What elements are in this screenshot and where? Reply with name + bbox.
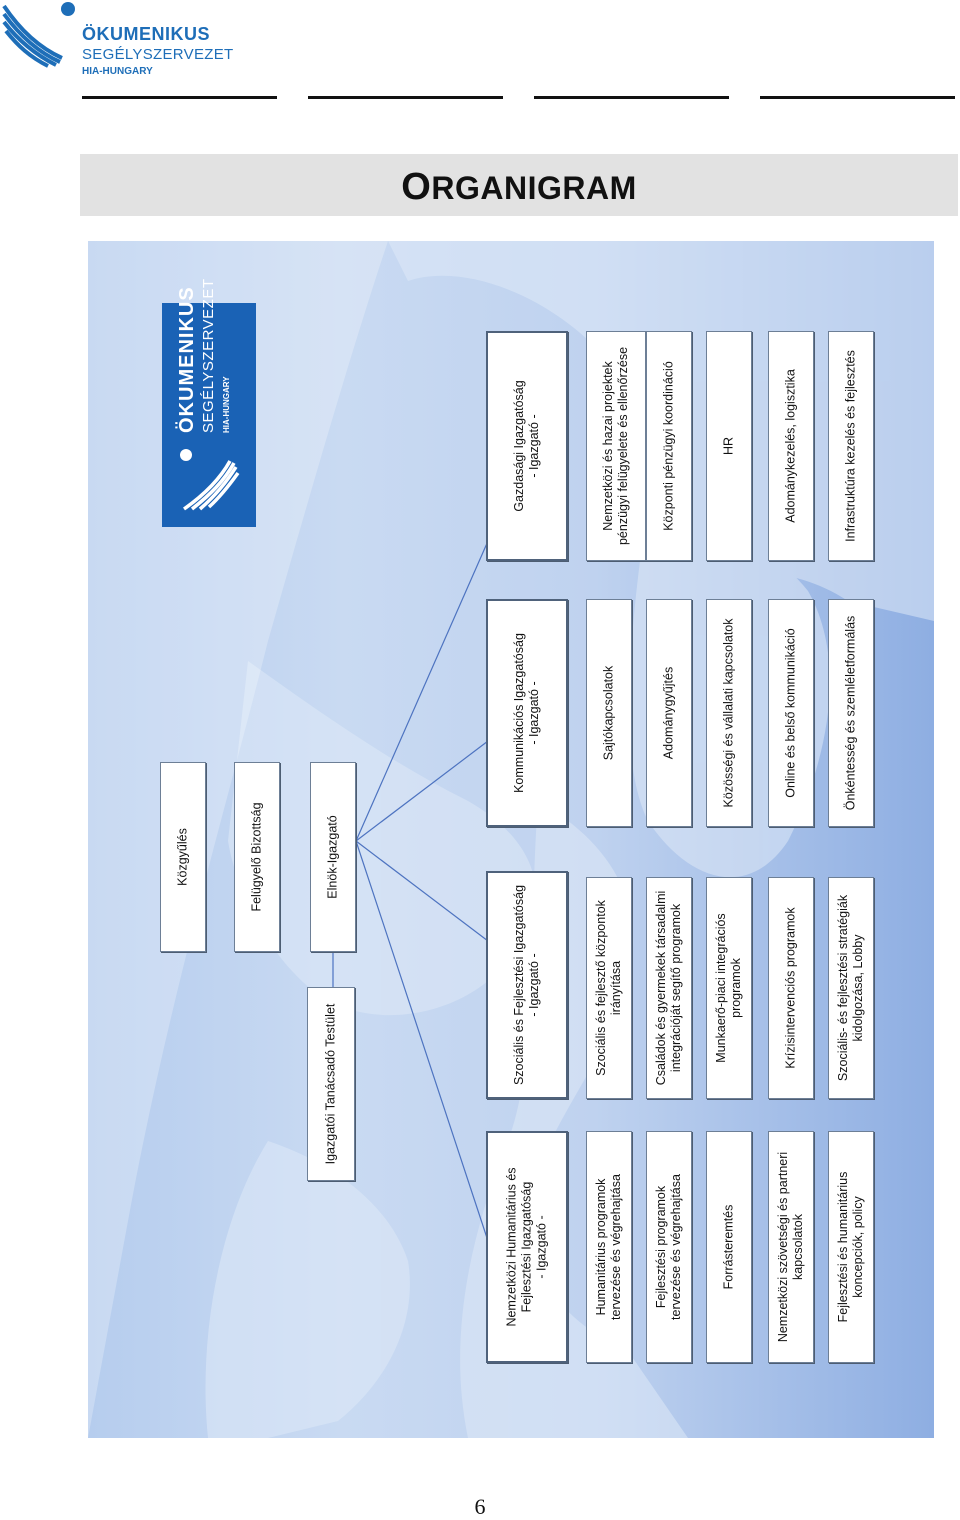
tanacsado-testulet-box	[307, 987, 355, 1181]
szocialis-item-5: Szociális- és fejlesztési stratégiák kidolgozása, Lobby	[828, 877, 874, 1099]
kommunikacios-item-3: Közösségi és vállalati kapcsolatok	[706, 599, 752, 827]
tanacsado-testulet-label: Igazgatói Tanácsadó Testület	[323, 1003, 338, 1165]
szocialis-igazgatosag-box: Szociális és Fejlesztési Igazgatóság - Igazgató -	[486, 871, 568, 1099]
chart-logo-waves-icon	[178, 445, 240, 511]
szocialis-item-3: Munkaerő-piaci integrációs programok	[706, 877, 752, 1099]
gazdasagi-item-3: HR	[706, 331, 752, 561]
logo-waves-icon	[0, 0, 80, 70]
logo-line2: SEGÉLYSZERVEZET	[82, 46, 234, 63]
nemzetkozi-item-1: Humanitárius programok tervezése és végrehajtása	[586, 1131, 632, 1363]
nemzetkozi-item-3: Forrásteremtés	[706, 1131, 752, 1363]
header-rule-3	[534, 96, 729, 99]
kommunikacios-item-5: Önkéntesség és szemléletformálás	[828, 599, 874, 827]
header-rule-2	[308, 96, 503, 99]
felugyelo-bizottsag-box	[234, 762, 280, 952]
kozgyules-label: Közgyűlés	[175, 828, 190, 886]
logo-line3: HIA-HUNGARY	[82, 66, 153, 77]
kommunikacios-item-4: Online és belső kommunikáció	[768, 599, 814, 827]
elnok-igazgato-box	[310, 762, 356, 952]
kozgyules-box	[160, 762, 206, 952]
szocialis-item-1: Szociális és fejlesztő központok irányítása	[586, 877, 632, 1099]
szocialis-item-4: Krízisintervenciós programok	[768, 877, 814, 1099]
kommunikacios-item-1: Sajtókapcsolatok	[586, 599, 632, 827]
page-number: 6	[474, 1494, 486, 1519]
szocialis-item-2: Családok és gyermekek társadalmi integrációját segítő programok	[646, 877, 692, 1099]
gazdasagi-item-5: Infrastruktúra kezelés és fejlesztés	[828, 331, 874, 561]
gazdasagi-item-2: Központi pénzügyi koordináció	[646, 331, 692, 561]
header-logo	[0, 0, 260, 90]
felugyelo-bizottsag-label: Felügyelő Bizottság	[249, 802, 264, 912]
header-rule-4	[760, 96, 955, 99]
page-title: ORGANIGRAM	[401, 166, 637, 208]
gazdasagi-item-4: Adománykezelés, logisztika	[768, 331, 814, 561]
kommunikacios-item-2: Adománygyűjtés	[646, 599, 692, 827]
chart-logo-line2: SEGÉLYSZERVEZET	[200, 278, 217, 433]
kommunikacios-igazgatosag-box: Kommunikációs Igazgatóság - Igazgató -	[486, 599, 568, 827]
nemzetkozi-item-5: Fejlesztési és humanitárius koncepciók, policy	[828, 1131, 874, 1363]
chart-logo-line1: ÖKUMENIKUS	[176, 286, 198, 433]
nemzetkozi-item-2: Fejlesztési programok tervezése és végrehajtása	[646, 1131, 692, 1363]
nemzetkozi-igazgatosag-box: Nemzetközi Humanitárius és Fejlesztési Igazgatóság - Igazgató -	[486, 1131, 568, 1363]
org-chart	[88, 241, 934, 1438]
elnok-igazgato-label: Elnök-Igazgató	[325, 815, 340, 899]
chart-logo-line3: HIA-HUNGARY	[222, 376, 231, 433]
gazdasagi-igazgatosag-box: Gazdasági Igazgatóság - Igazgató -	[486, 331, 568, 561]
gazdasagi-item-1: Nemzetközi és hazai projektek pénzügyi felügyelete és ellenőrzése	[586, 331, 646, 561]
header-rule-1	[82, 96, 277, 99]
title-bar	[80, 154, 958, 216]
nemzetkozi-item-4: Nemzetközi szövetségi és partneri kapcsolatok	[768, 1131, 814, 1363]
chart-logo	[162, 278, 256, 527]
logo-line1: ÖKUMENIKUS	[82, 24, 211, 44]
